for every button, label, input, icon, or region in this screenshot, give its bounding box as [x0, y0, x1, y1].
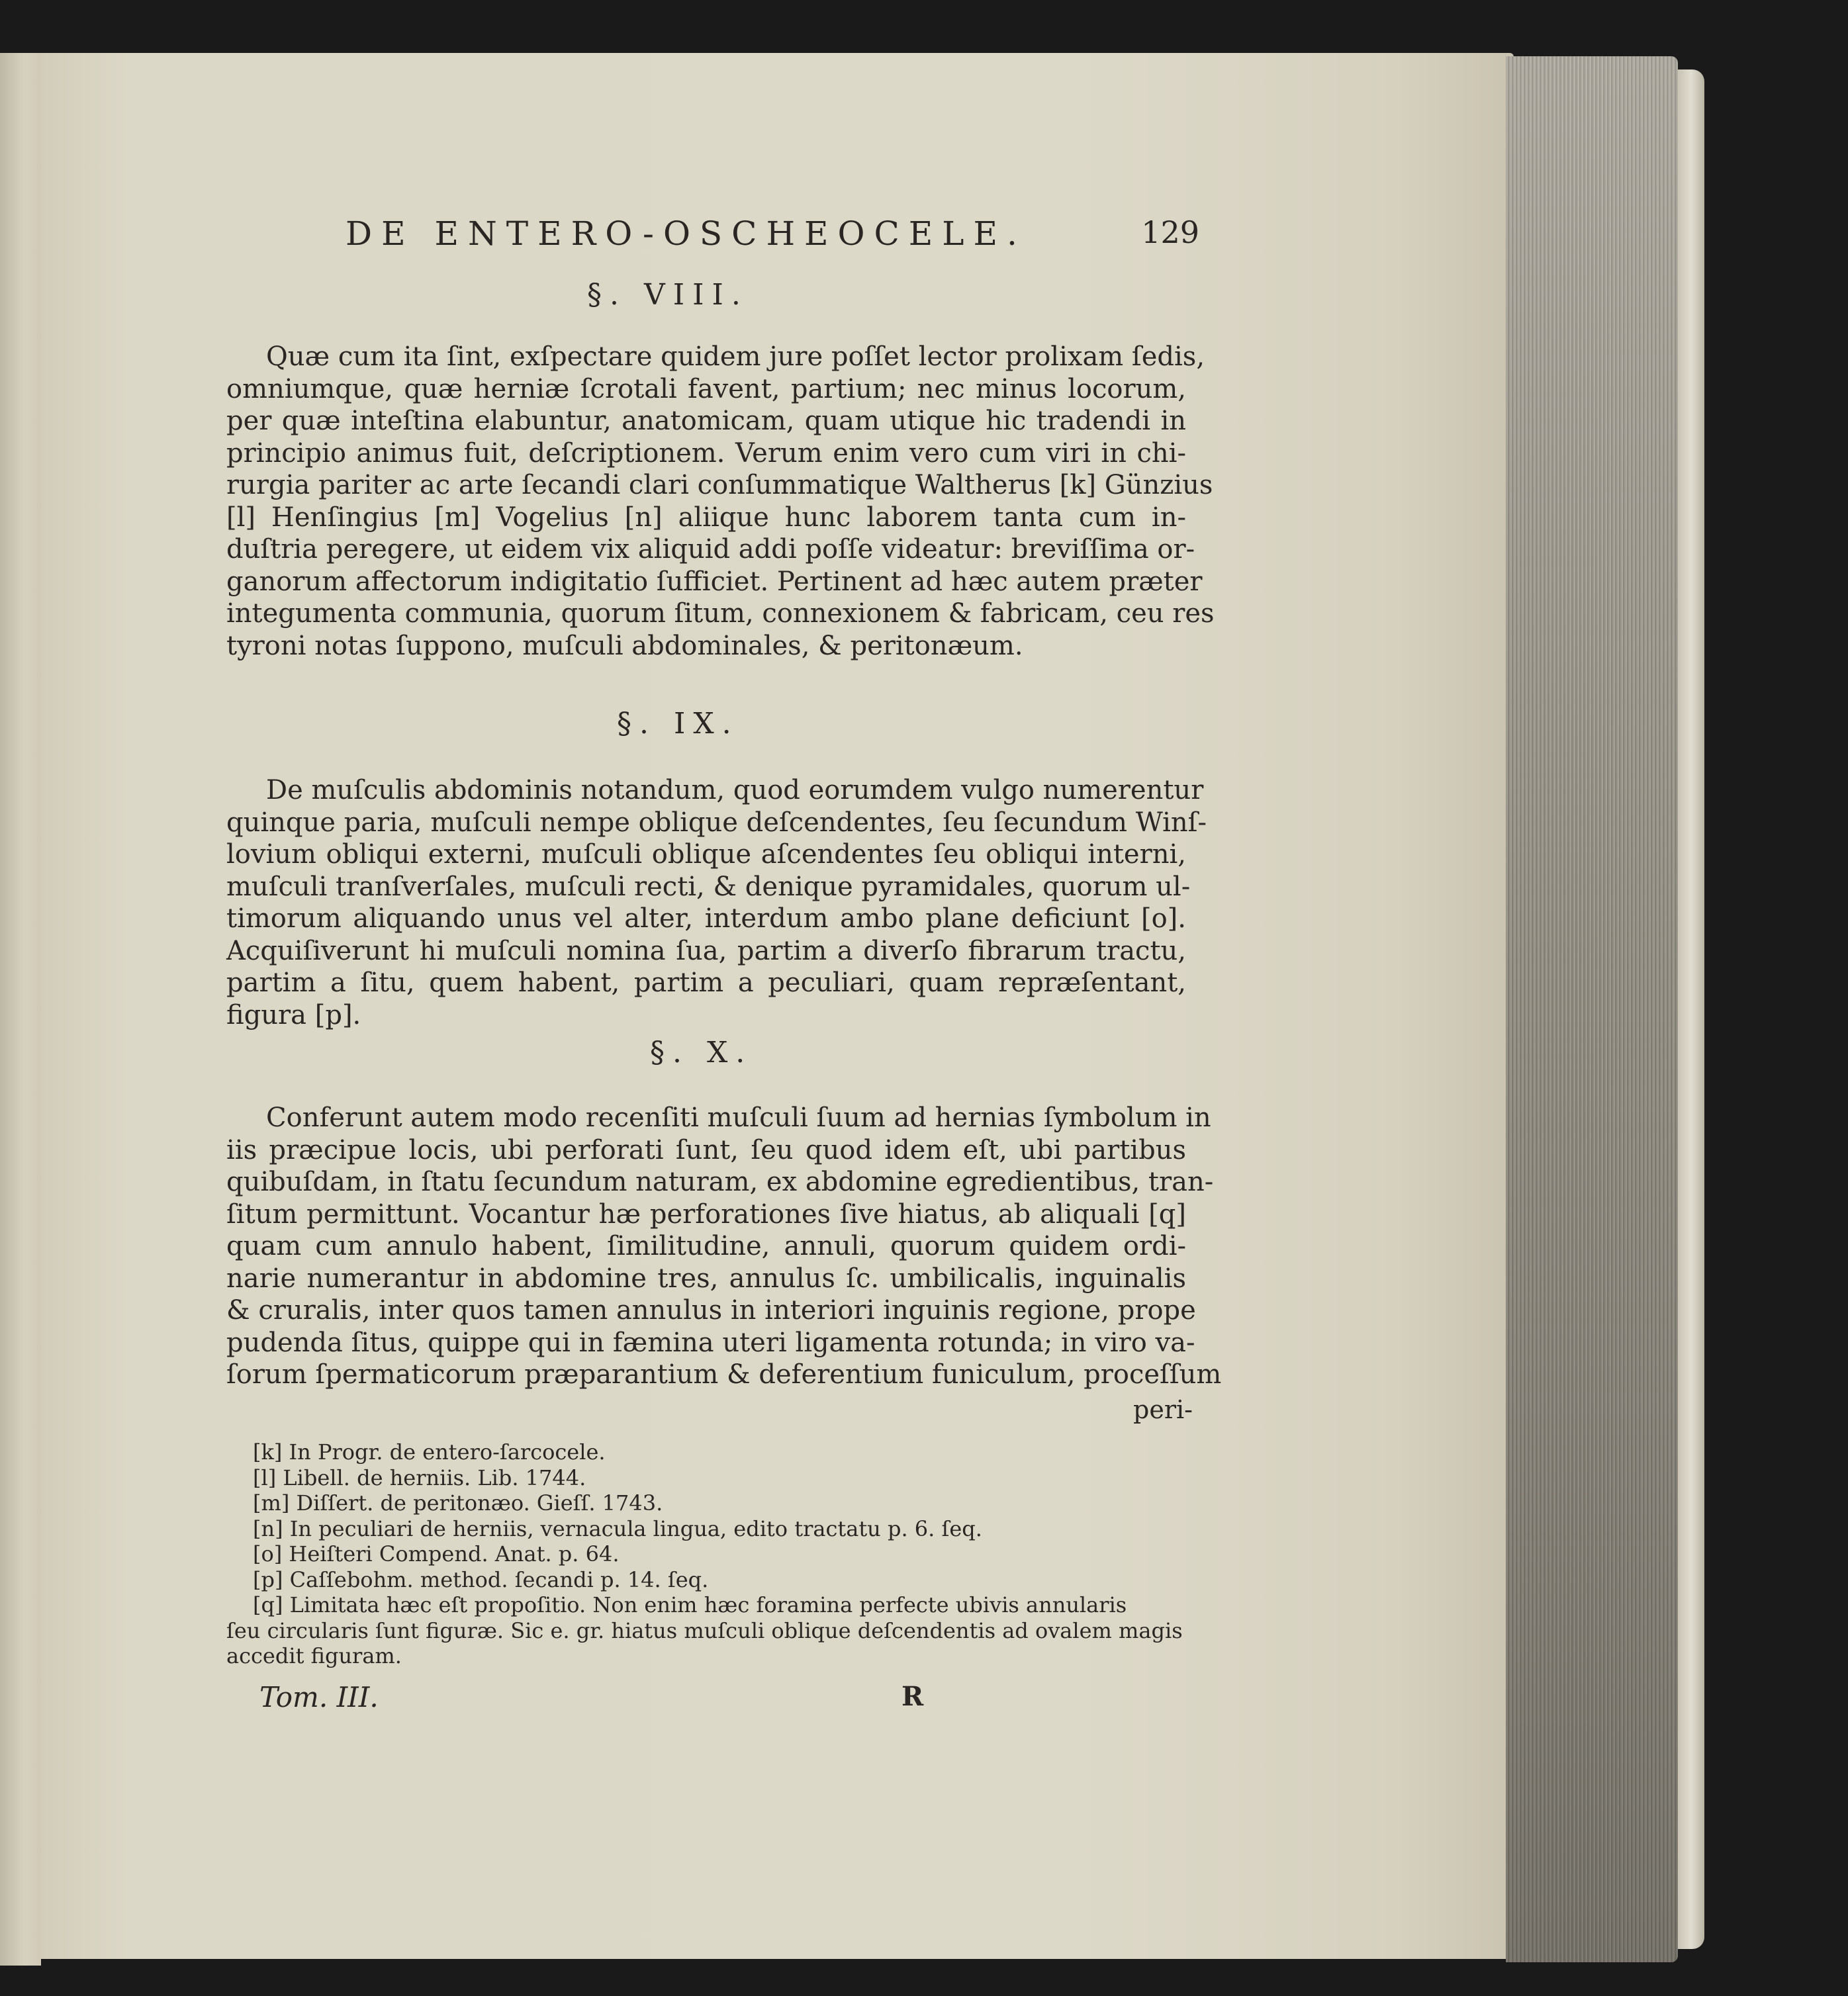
paragraph-viii	[226, 341, 1215, 662]
footnote-q-continued: accedit figuram.	[226, 1643, 402, 1668]
text-line: quinque paria, muſculi nempe oblique deſcendentes, ſeu ſecundum Winſ-	[226, 807, 1207, 838]
footnote-q-continued: ſeu circularis ſunt figuræ. Sic e. gr. hiatus muſculi oblique deſcendentis ad ovalem magis	[226, 1617, 1183, 1643]
text-line: De muſculis abdominis notandum, quod eorumdem vulgo numerentur	[266, 775, 1204, 805]
running-title: DE ENTERO-OSCHEOCELE.	[346, 214, 1027, 253]
text-line: iis præcipue locis, ubi perforati ſunt, ſeu quod idem eſt, ubi partibus	[226, 1134, 1186, 1165]
paragraph-x	[226, 1102, 1222, 1391]
text-line: quam cum annulo habent, ſimilitudine, annuli, quorum quidem ordi-	[226, 1231, 1186, 1261]
footnotes	[226, 1439, 1186, 1669]
section-heading-ix: §. IX.	[617, 707, 739, 741]
section-heading-x: §. X.	[650, 1036, 753, 1069]
section-heading-viii: §. VIII.	[587, 278, 749, 312]
text-line: tyroni notas ſuppono, muſculi abdominales, & peritonæum.	[226, 630, 1023, 661]
text-line: omniumque, quæ herniæ ſcrotali favent, partium; nec minus locorum,	[226, 373, 1186, 404]
text-line: Acquiſiverunt hi muſculi nomina ſua, partim a diverſo fibrarum tractu,	[226, 935, 1186, 966]
footnote-n: [n] In peculiari de herniis, vernacula lingua, edito tractatu p. 6. ſeq.	[253, 1516, 982, 1541]
previous-page-edge	[0, 53, 41, 1966]
footnote-p: [p] Caſſebohm. method. ſecandi p. 14. ſeq.	[253, 1566, 709, 1592]
text-line: rurgia pariter ac arte ſecandi clari conſummatique Waltherus [k] Günzius	[226, 470, 1213, 500]
page-block-shade	[1506, 56, 1678, 1962]
footnote-k: [k] In Progr. de entero-ſarcocele.	[253, 1439, 606, 1465]
text-line: Quæ cum ita ſint, exſpectare quidem jure poſſet lector prolixam ſedis,	[266, 341, 1205, 372]
footnote-l: [l] Libell. de herniis. Lib. 1744.	[253, 1465, 586, 1490]
text-line: lovium obliqui externi, muſculi oblique aſcendentes ſeu obliqui interni,	[226, 839, 1186, 870]
text-line: ganorum affectorum indigitatio ſufficiet. Pertinent ad hæc autem præter	[226, 566, 1203, 597]
paragraph-ix	[226, 774, 1207, 1031]
footnote-q: [q] Limitata hæc eſt propoſitio. Non enim hæc foramina perfecte ubivis annularis	[253, 1592, 1127, 1617]
text-line: duſtria peregere, ut eidem vix aliquid addi poſſe videatur: breviſſima or-	[226, 534, 1195, 565]
volume-mark: Tom. III.	[259, 1681, 379, 1713]
text-line: [l] Henſingius [m] Vogelius [n] aliique hunc laborem tanta cum in-	[226, 502, 1186, 533]
text-line: per quæ inteſtina elabuntur, anatomicam, quam utique hic tradendi in	[226, 406, 1186, 436]
signature-mark: R	[901, 1681, 924, 1712]
footnote-o: [o] Heiſteri Compend. Anat. p. 64.	[253, 1541, 620, 1566]
text-line: figura [p].	[226, 999, 361, 1030]
book-cover-board	[1678, 69, 1704, 1949]
text-line: Conferunt autem modo recenſiti muſculi ſuum ad hernias ſymbolum in	[266, 1103, 1211, 1133]
text-line: muſculi tranſverſales, muſculi recti, & denique pyramidales, quorum ul-	[226, 871, 1191, 902]
catchword: peri-	[1133, 1395, 1193, 1424]
text-line: quibuſdam, in ſtatu ſecundum naturam, ex abdomine egredientibus, tran-	[226, 1167, 1214, 1197]
footnote-m: [m] Diſſert. de peritonæo. Gieſſ. 1743.	[253, 1490, 663, 1516]
text-line: partim a ſitu, quem habent, partim a peculiari, quam repræſentant,	[226, 968, 1186, 998]
text-line: ſitum permittunt. Vocantur hæ perforationes ſive hiatus, ab aliquali [q]	[226, 1199, 1186, 1230]
book-page	[41, 53, 1514, 1959]
text-line: narie numerantur in abdomine tres, annulus ſc. umbilicalis, inguinalis	[226, 1263, 1186, 1294]
text-line: & cruralis, inter quos tamen annulus in interiori inguinis regione, prope	[226, 1295, 1196, 1326]
text-line: ſorum ſpermaticorum præparantium & deferentium funiculum, proceſſum	[226, 1359, 1222, 1390]
text-line: timorum aliquando unus vel alter, interdum ambo plane deficiunt [o].	[226, 903, 1186, 934]
running-head	[220, 214, 1199, 261]
text-line: integumenta communia, quorum ſitum, connexionem & fabricam, ceu res	[226, 598, 1215, 629]
page-number: 129	[1141, 214, 1199, 250]
text-line: principio animus fuit, deſcriptionem. Verum enim vero cum viri in chi-	[226, 437, 1186, 469]
text-line: pudenda ſitus, quippe qui in fæmina uteri ligamenta rotunda; in viro va-	[226, 1327, 1195, 1358]
